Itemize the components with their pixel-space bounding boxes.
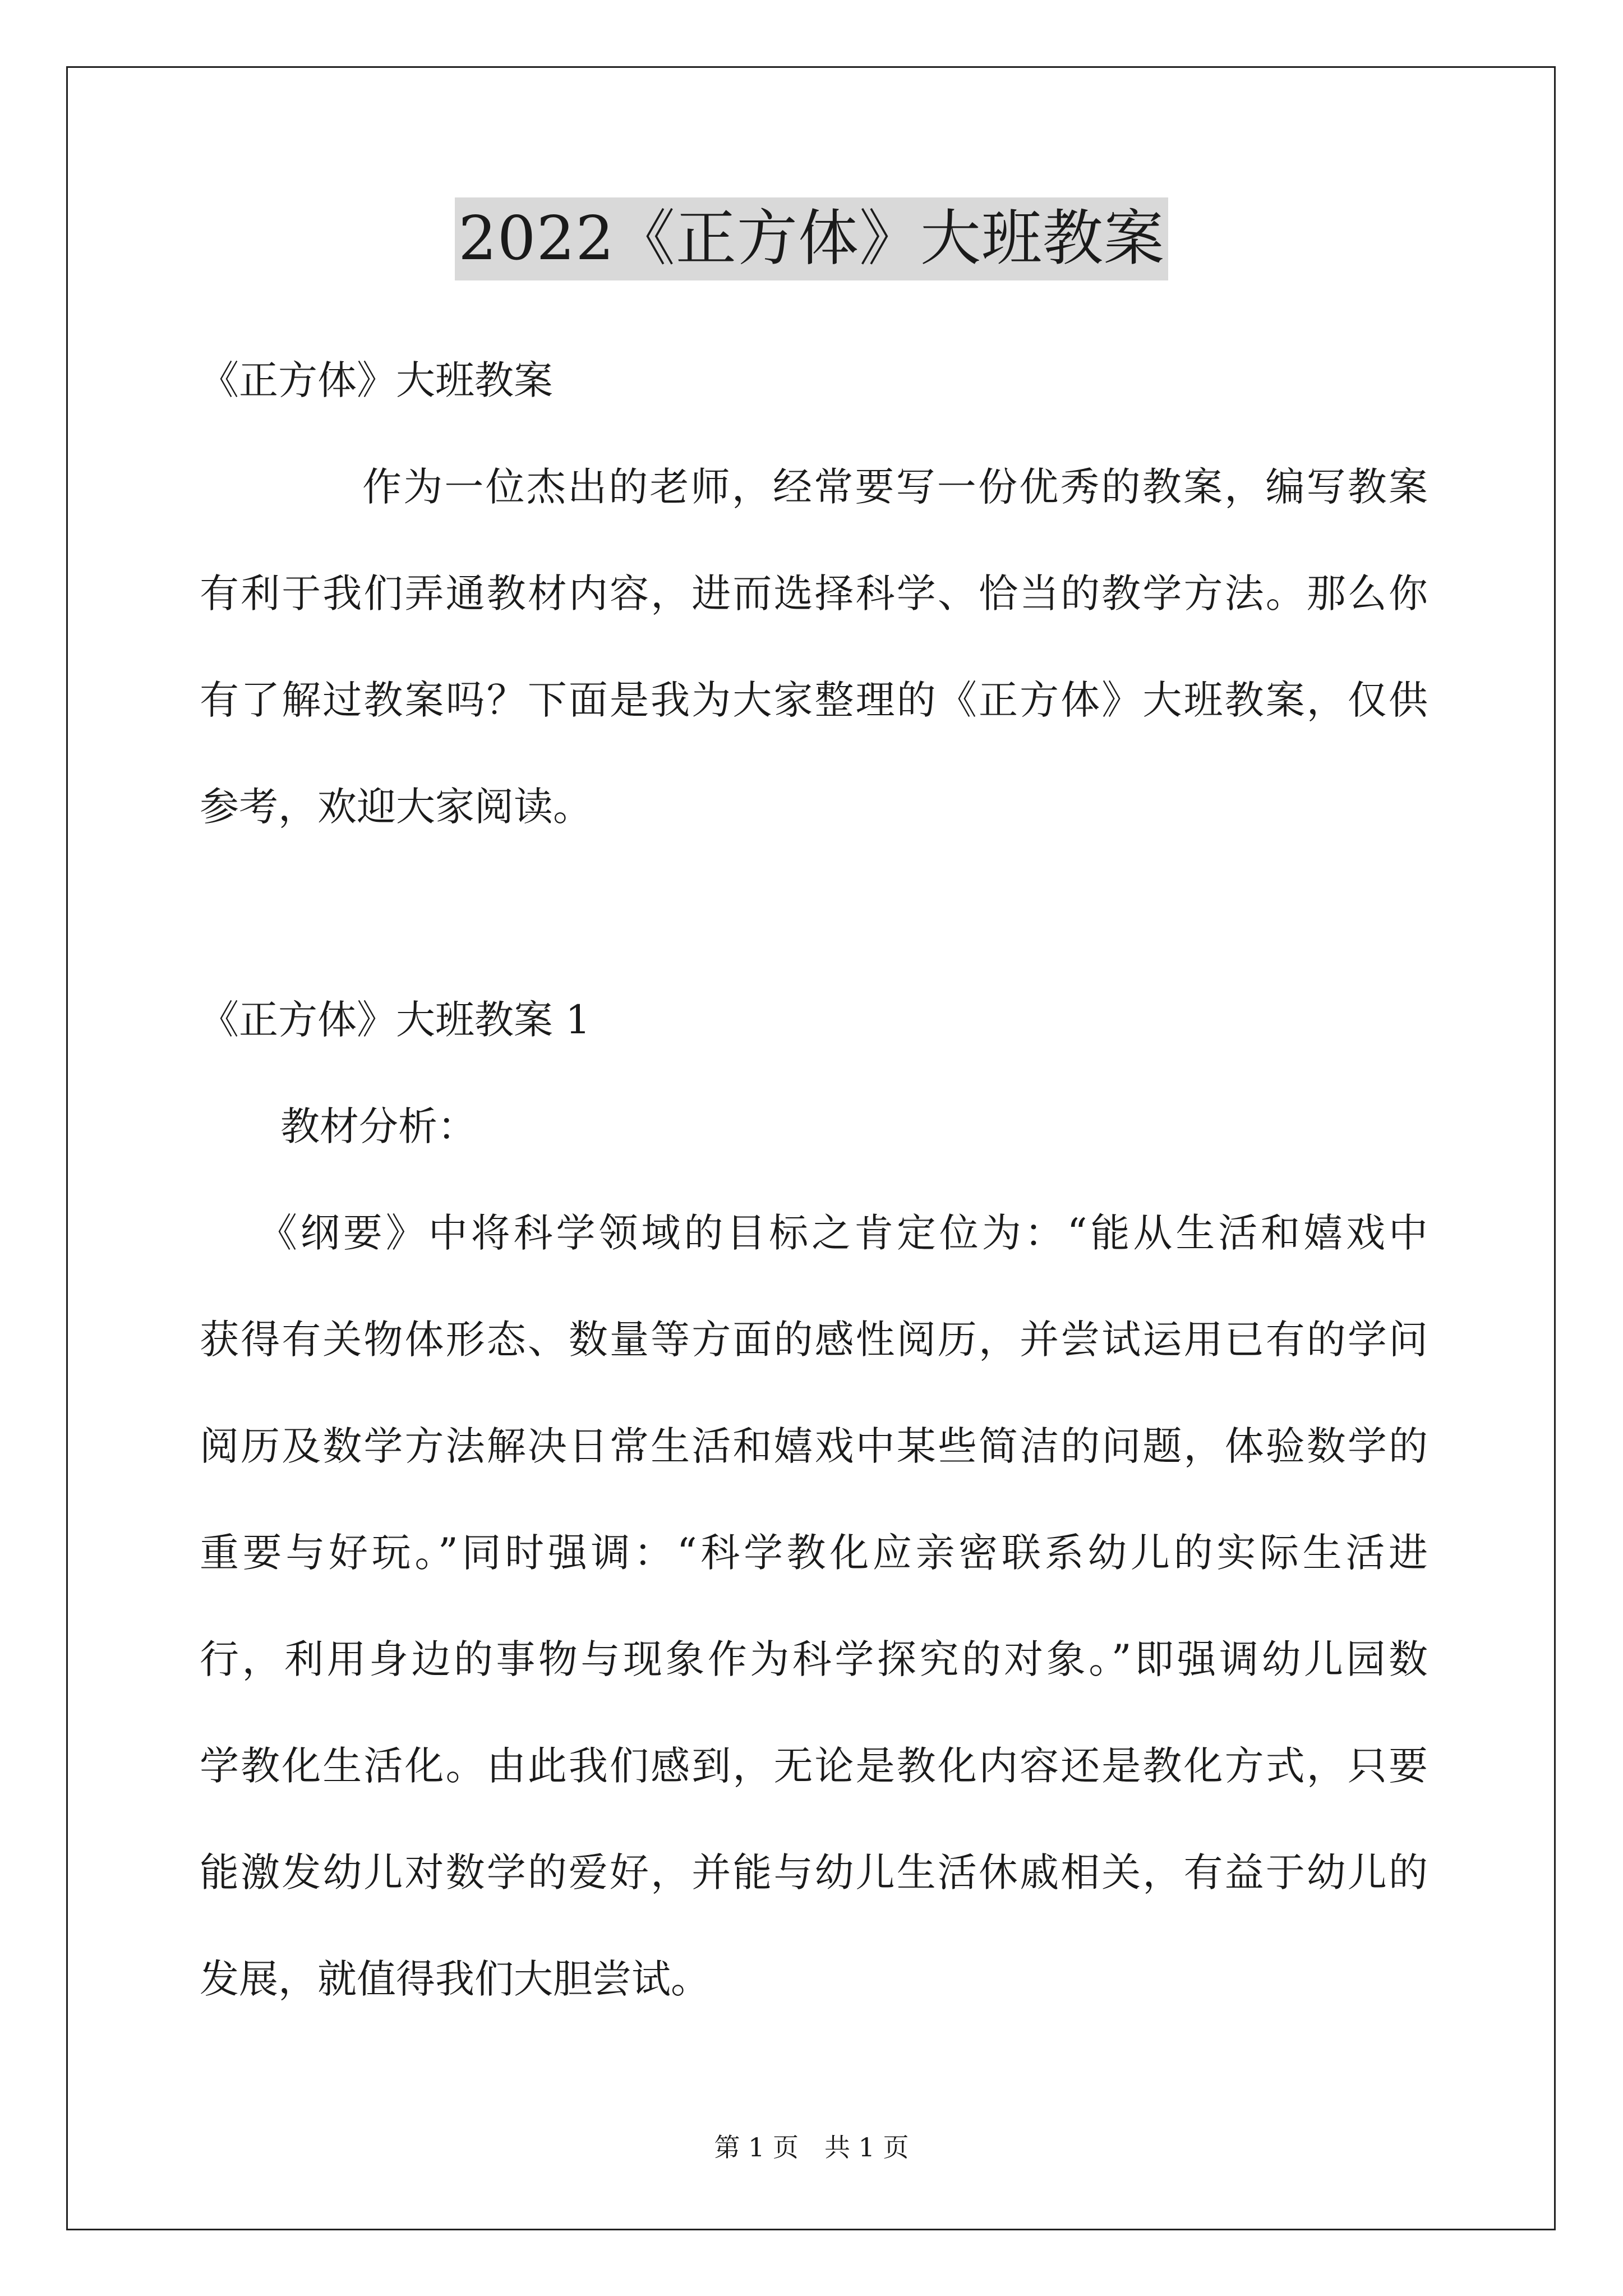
intro-line-2: 有利于我们弄通教材内容，进而选择科学、恰当的教学方法。那么你 [200,570,1428,616]
body-line-1: 《纲要》中将科学领域的目标之肯定位为：“能从生活和嬉戏中 [258,1210,1428,1256]
body-line-4: 重要与好玩。”同时强调：“科学教化应亲密联系幼儿的实际生活进 [200,1530,1428,1576]
intro-line-1: 作为一位杰出的老师，经常要写一份优秀的教案，编写教案 [362,464,1428,510]
intro-line-4: 参考，欢迎大家阅读。 [200,784,592,830]
body-line-3: 阅历及数学方法解决日常生活和嬉戏中某些简洁的问题，体验数学的 [200,1423,1428,1469]
body-line-5: 行，利用身边的事物与现象作为科学探究的对象。”即强调幼儿园数 [200,1636,1428,1682]
section-heading: 《正方体》大班教案 1 [200,997,591,1043]
body-line-8: 发展，就值得我们大胆尝试。 [200,1956,710,2002]
document-title: 2022《正方体》大班教案 [455,197,1168,280]
intro-line-3: 有了解过教案吗？下面是我为大家整理的《正方体》大班教案，仅供 [200,677,1428,723]
title-container [0,197,1623,280]
body-line-6: 学教化生活化。由此我们感到，无论是教化内容还是教化方式，只要 [200,1743,1428,1789]
body-line-2: 获得有关物体形态、数量等方面的感性阅历，并尝试运用已有的学问 [200,1317,1428,1363]
analysis-heading: 教材分析： [280,1103,477,1149]
body-line-7: 能激发幼儿对数学的爱好，并能与幼儿生活休戚相关，有益于幼儿的 [200,1849,1428,1895]
document-subtitle: 《正方体》大班教案 [200,357,553,403]
page-footer: 第 1 页 共 1 页 [714,2132,909,2162]
